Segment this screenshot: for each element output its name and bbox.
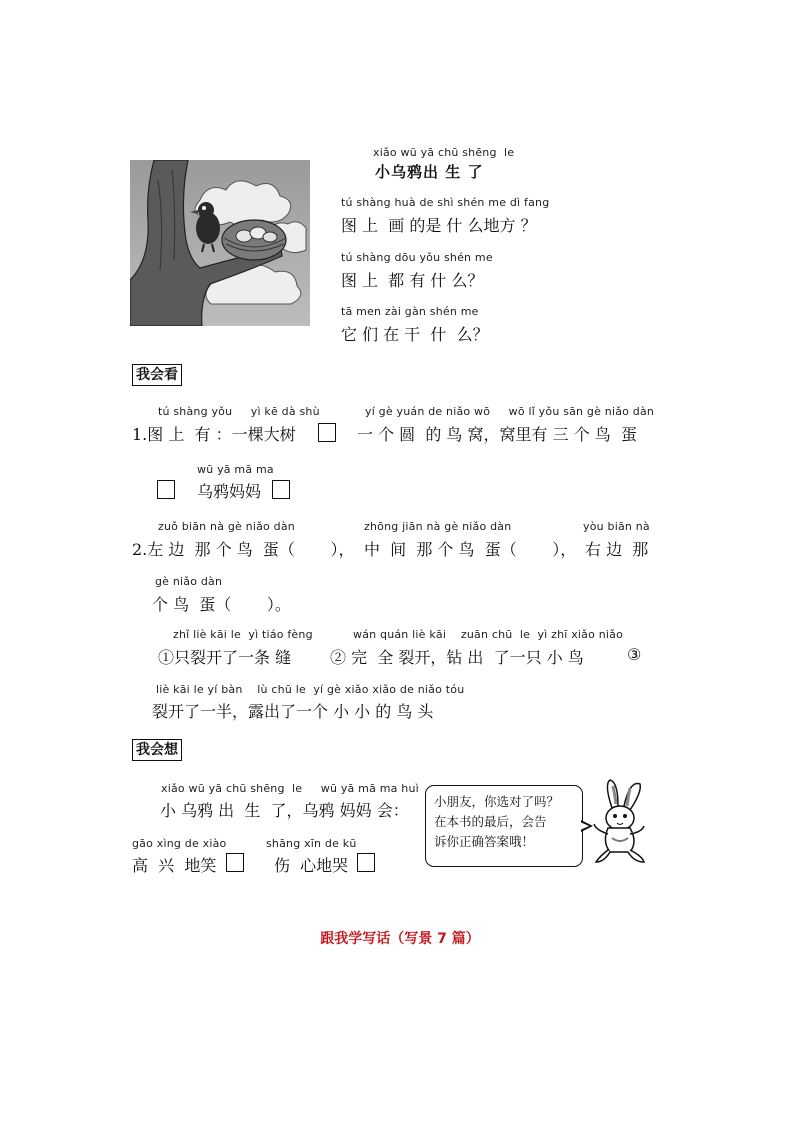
section-tag-think: 我会想	[132, 739, 182, 761]
bubble-line-1: 小朋友，你选对了吗？	[434, 794, 560, 809]
speech-bubble	[425, 785, 583, 867]
item1-pinyin-c: wū yā mā ma	[197, 463, 274, 476]
think-pinyin-b: gāo xìng de xiào	[132, 837, 227, 850]
option-2-pinyin: wán quán liè kāi zuān chū le yì zhī xiǎo niǎo	[353, 628, 624, 641]
answer-box-2[interactable]	[157, 480, 175, 499]
option-3: 裂开了一半，露出了一个 小 小 的 鸟 头	[152, 702, 434, 721]
item2-pinyin-d: gè niǎo dàn	[155, 575, 223, 588]
page-title: 小乌鸦出 生 了	[375, 163, 484, 181]
rabbit-mascot-icon	[590, 778, 648, 866]
item1-text-a: 1.图 上 有 ：一棵大树	[132, 425, 296, 444]
item1-text-b: 一 个 圆 的 鸟 窝，窝里有 三 个 鸟 蛋	[357, 425, 637, 444]
think-pinyin-c: shāng xīn de kū	[266, 837, 357, 850]
item1-pinyin-b: yí gè yuán de niǎo wō wō lǐ yǒu sān gè niǎo dàn	[365, 405, 655, 418]
item1-pinyin-a: tú shàng yǒu yì kē dà shù	[158, 405, 320, 418]
question-2-pinyin: tú shàng dōu yǒu shén me	[341, 251, 493, 264]
answer-box-happy[interactable]	[226, 853, 244, 872]
option-1-pinyin: zhǐ liè kāi le yì tiáo fèng	[173, 628, 313, 641]
answer-box-1[interactable]	[318, 423, 336, 442]
option-3-marker: ③	[627, 645, 642, 664]
tree-crow-illustration	[130, 160, 310, 326]
item2-text-a: 2.左 边 那 个 鸟 蛋（ ），	[132, 540, 355, 559]
bubble-tail-inner	[580, 822, 589, 830]
answer-box-3[interactable]	[272, 480, 290, 499]
section-tag-look: 我会看	[132, 364, 182, 386]
option-2: ② 完 全 裂开，钻 出 了一只 小 鸟	[330, 648, 584, 667]
bubble-line-2: 在本书的最后，会告	[434, 814, 547, 829]
think-text-b: 高 兴 地笑	[132, 856, 217, 875]
think-pinyin-a: xiǎo wū yā chū shēng le wū yā mā ma huì	[161, 782, 419, 795]
question-2: 图 上 都 有 什 么？	[341, 271, 484, 290]
question-3: 它 们 在 干 什 么？	[341, 325, 489, 344]
question-3-pinyin: tā men zài gàn shén me	[341, 305, 479, 318]
item2-pinyin-b: zhōng jiān nà gè niǎo dàn	[364, 520, 512, 533]
question-1-pinyin: tú shàng huà de shì shén me dì fang	[341, 196, 550, 209]
title-pinyin: xiǎo wū yā chū shēng le	[373, 146, 515, 159]
item2-pinyin-c: yòu biān nà	[583, 520, 650, 533]
option-1: ①只裂开了一条 缝	[158, 648, 292, 667]
footer-title: 跟我学写话（写景 7 篇）	[320, 931, 480, 947]
option-3-pinyin: liè kāi le yí bàn lù chū le yí gè xiǎo xiǎo de niǎo tóu	[156, 683, 465, 696]
think-text-c: 伤 心地哭	[274, 856, 349, 875]
question-1: 图 上 画 的是 什 么地方 ？	[341, 216, 537, 235]
bubble-line-3: 诉你正确答案哦！	[434, 834, 535, 849]
item2-text-b: 中 间 那 个 鸟 蛋（ ），	[364, 540, 577, 559]
item1-text-c: 乌鸦妈妈	[197, 482, 262, 501]
answer-box-sad[interactable]	[357, 853, 375, 872]
item2-pinyin-a: zuǒ biān nà gè niǎo dàn	[158, 520, 295, 533]
item2-text-d: 个 鸟 蛋（ ）。	[152, 595, 291, 614]
think-text-a: 小 乌鸦 出 生 了，乌鸦 妈妈 会：	[160, 801, 409, 820]
item2-text-c: 右 边 那	[585, 540, 649, 559]
